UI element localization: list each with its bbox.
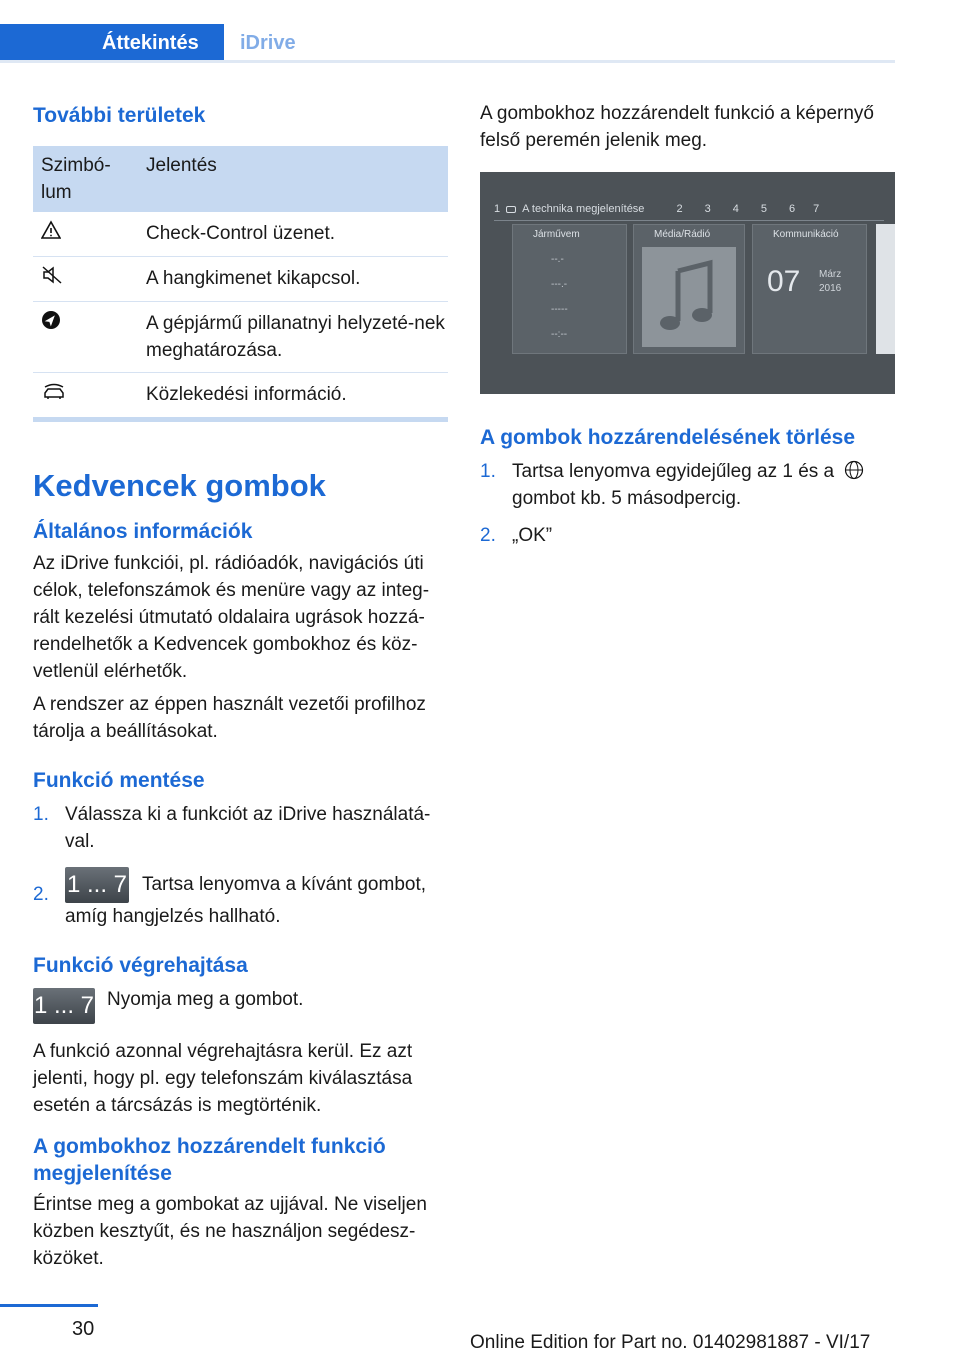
warning-triangle-icon <box>41 220 61 240</box>
tile-value: --.- <box>551 254 564 265</box>
favorite-number: 6 <box>788 203 796 215</box>
album-art <box>642 247 736 347</box>
list-item <box>480 522 895 549</box>
general-paragraph-1: Az iDrive funkciói, pl. rádióadók, navigációs úti célok, telefonszámok és menüre vagy az integ-rált kezelési útmutató oldalaira ugrások hozzá-rendelhetők a Kedvencek gombokhoz és köz-vetlenül elérhetők. <box>33 553 430 682</box>
step-text: Válassza ki a funkciót az iDrive használatá-val. <box>65 804 431 852</box>
step-text: gombot kb. 5 másodpercig. <box>512 488 742 509</box>
favorite-number: 7 <box>813 203 820 215</box>
table-cell-meaning: A gépjármű pillanatnyi helyzeté-nek meghatározása. <box>146 302 448 373</box>
execute-row <box>33 988 448 1024</box>
favorite-number: 5 <box>760 203 767 215</box>
bar-divider <box>494 220 884 221</box>
left-column <box>33 100 448 1272</box>
step-number: 1. <box>33 804 49 825</box>
right-column <box>480 100 895 549</box>
favorite-keys-image: 1 ... 7 <box>33 988 95 1024</box>
traffic-car-icon <box>41 381 67 401</box>
display-paragraph: Érintse meg a gombokat az ujjával. Ne viseljen közben kesztyűt, és ne használjon segédesz-közöket. <box>33 1194 427 1269</box>
table-header-row <box>33 146 448 212</box>
symbol-table <box>33 146 448 422</box>
tile-my-vehicle <box>512 224 627 354</box>
table-cell-meaning: A hangkimenet kikapcsol. <box>146 257 448 302</box>
header-tab-bar <box>0 0 895 62</box>
execute-paragraph: A funkció azonnal végrehajtásra kerül. Ez azt jelenti, hogy pl. egy telefonszám kiválasztása esetén a tárcsázás is megtörténik. <box>33 1041 413 1116</box>
favorite-number: 4 <box>732 203 739 215</box>
step-number: 2. <box>33 884 49 905</box>
table-row <box>33 302 448 373</box>
step-text: „OK” <box>512 525 553 546</box>
music-note-icon <box>642 247 736 347</box>
section-title-further-areas: További területek <box>33 104 206 127</box>
title-display-function: A gombokhoz hozzárendelt funkció megjelenítése <box>33 1135 386 1185</box>
step-number: 1. <box>480 461 496 482</box>
table-cell-meaning: Közlekedési információ. <box>146 373 448 420</box>
delete-steps-list <box>480 458 895 549</box>
title-execute-function: Funkció végrehajtása <box>33 954 248 977</box>
list-item <box>33 801 448 855</box>
favorite-number: 3 <box>704 203 711 215</box>
tab-attekintes[interactable]: Áttekintés <box>0 24 224 62</box>
title-delete-assignment: A gombok hozzárendelésének törlése <box>480 426 855 449</box>
tile-label: Járművem <box>533 229 580 240</box>
favorite-bar <box>494 200 889 218</box>
date-month: Márz <box>819 269 842 280</box>
car-icon <box>506 206 516 213</box>
favorite-label: A technika megjelenítése <box>522 203 645 215</box>
favorite-keys-image: 1 ... 7 <box>65 867 129 903</box>
table-row <box>33 212 448 257</box>
location-arrow-icon <box>41 310 61 330</box>
step-text: Tartsa lenyomva a kívánt gombot, amíg hangjelzés hallható. <box>65 874 427 927</box>
edition-text: Online Edition for Part no. 01402981887 - VI/17 <box>470 1332 871 1353</box>
tile-value: ---.- <box>551 279 568 290</box>
step-text: Tartsa lenyomva egyidejűleg az 1 és a <box>512 461 835 482</box>
favorite-number: 1 <box>494 203 501 215</box>
title-favorite-buttons: Kedvencek gombok <box>33 468 326 503</box>
list-item <box>480 458 895 512</box>
idrive-screen-image <box>480 172 895 394</box>
tile-label: Kommunikáció <box>773 229 839 240</box>
header-divider <box>0 60 895 63</box>
tile-value: ----- <box>551 304 568 315</box>
page-number: 30 <box>72 1318 95 1340</box>
tile-value: --:-- <box>551 329 568 340</box>
step-number: 2. <box>480 525 496 546</box>
tab-idrive[interactable]: iDrive <box>240 31 296 54</box>
intro-paragraph: A gombokhoz hozzárendelt funkció a képernyő felső peremén jelenik meg. <box>480 103 874 151</box>
date-year: 2016 <box>819 283 842 294</box>
tile-next-partial <box>876 224 895 354</box>
tile-label: Média/Rádió <box>654 229 711 240</box>
speaker-muted-icon <box>41 265 63 285</box>
list-item <box>33 867 448 930</box>
favorite-number: 2 <box>676 203 683 215</box>
title-save-function: Funkció mentése <box>33 769 205 792</box>
title-general-info: Általános információk <box>33 520 253 543</box>
table-cell-meaning: Check-Control üzenet. <box>146 212 448 257</box>
table-header-symbol: Szimbó- lum <box>33 146 146 212</box>
globe-icon <box>843 460 865 480</box>
table-row <box>33 373 448 420</box>
footer-rule <box>0 1304 98 1307</box>
tile-communication <box>752 224 867 354</box>
save-steps-list <box>33 801 448 930</box>
tile-media-radio <box>633 224 745 354</box>
table-row <box>33 257 448 302</box>
execute-text: Nyomja meg a gombot. <box>107 989 304 1010</box>
table-header-meaning: Jelentés <box>146 146 448 212</box>
date-day: 07 <box>767 265 801 298</box>
general-paragraph-2: A rendszer az éppen használt vezetői profilhoz tárolja a beállításokat. <box>33 694 426 742</box>
